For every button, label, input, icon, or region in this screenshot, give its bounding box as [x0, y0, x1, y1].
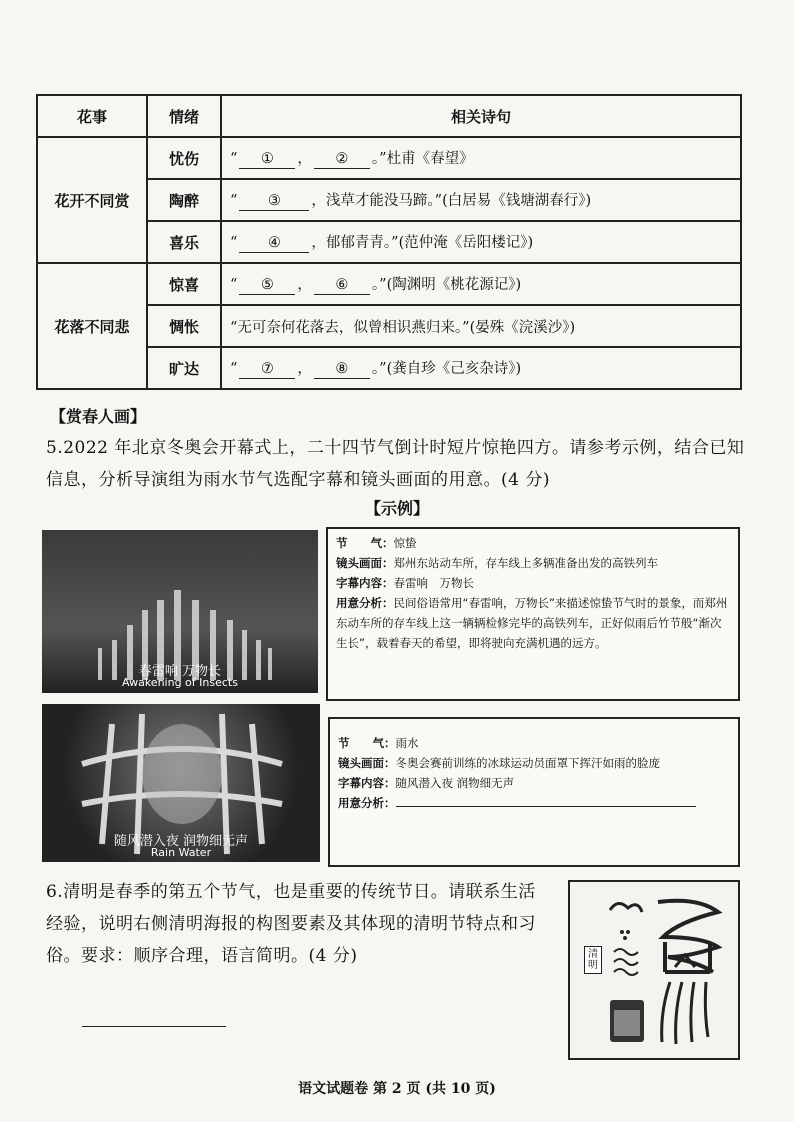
- mood-cell: 忧伤: [147, 137, 221, 179]
- info-value: 惊蛰: [393, 536, 417, 550]
- blank-8[interactable]: ⑧: [314, 360, 370, 379]
- verse-text: 。”(陶渊明《桃花源记》): [371, 277, 522, 293]
- table-row: [37, 137, 741, 179]
- blank-4[interactable]: ④: [239, 234, 309, 253]
- info-value: 冬奥会赛前训练的冰球运动员面罩下挥汗如雨的脸庞: [395, 756, 660, 770]
- category-cell: 花落不同悲: [37, 263, 147, 389]
- info-label: 镜头画面：: [338, 756, 396, 770]
- blank-5[interactable]: ⑤: [239, 276, 295, 295]
- verse-text: ，浅草才能没马蹄。”(白居易《钱塘湖春行》): [311, 193, 592, 209]
- qingming-poster: [568, 880, 740, 1060]
- info-value: 随风潜入夜 润物细无声: [395, 776, 515, 790]
- page-footer: 语文试题卷 第 2 页 (共 10 页): [298, 1081, 496, 1097]
- mood-cell: 惆怅: [147, 305, 221, 347]
- info-row: [336, 593, 730, 653]
- verse-text: 。”杜甫《春望》: [371, 151, 474, 167]
- info-label: 镜头画面：: [336, 556, 394, 570]
- verse-text: “: [230, 151, 238, 167]
- caption-en: Awakening of Insects: [122, 676, 238, 689]
- mood-cell: 旷达: [147, 347, 221, 389]
- caption-en: Rain Water: [150, 846, 212, 859]
- info-row: [336, 573, 730, 593]
- info-value: 春雷响 万物长: [393, 576, 474, 590]
- info-label: 节 气：: [336, 536, 394, 550]
- blank-1[interactable]: ①: [239, 150, 295, 169]
- info-row: [336, 533, 730, 553]
- verse-text: “: [230, 361, 238, 377]
- blank-6[interactable]: ⑥: [314, 276, 370, 295]
- table-header-row: [37, 95, 741, 137]
- verse-text: ，: [297, 277, 312, 293]
- answer-line[interactable]: [82, 1026, 226, 1027]
- caption-cn: 随风潜入夜 润物细无声: [113, 834, 249, 849]
- info-row: [338, 733, 730, 753]
- info-row: [338, 753, 730, 773]
- info-label: 字幕内容：: [336, 576, 394, 590]
- example-title: 【示例】: [364, 499, 429, 518]
- blank-7[interactable]: ⑦: [239, 360, 295, 379]
- poems-table: [36, 94, 742, 390]
- table-row: [37, 263, 741, 305]
- mood-cell: 喜乐: [147, 221, 221, 263]
- info-row: [336, 553, 730, 573]
- info-label: 字幕内容：: [338, 776, 396, 790]
- info-value: 雨水: [395, 736, 419, 750]
- example-info-box: [326, 527, 740, 701]
- header-mood: 情绪: [147, 95, 221, 137]
- verse-text: ，: [297, 361, 312, 377]
- verse-cell: “无可奈何花落去，似曾相识燕归来。”(晏殊《浣溪沙》): [221, 305, 741, 347]
- verse-cell: [221, 263, 741, 305]
- info-label: 节 气：: [338, 736, 396, 750]
- verse-text: “: [230, 277, 238, 293]
- mood-cell: 陶醉: [147, 179, 221, 221]
- info-value: 民间俗语常用“春雷响，万物长”来描述惊蛰节气时的景象，而郑州东动车所的存车线上这一辆辆检修完毕的高铁列车，正好似雨后竹节般“渐次生长”，载着春天的希望，即将驶向充满机遇的远方。: [336, 596, 728, 650]
- verse-cell: [221, 221, 741, 263]
- info-label: 用意分析：: [338, 796, 396, 810]
- question-5: 5.2022 年北京冬奥会开幕式上，二十四节气倒计时短片惊艳四方。请参考示例，结合已知信息，分析导演组为雨水节气选配字幕和镜头画面的用意。(4 分): [46, 438, 745, 490]
- verse-text: ，: [297, 151, 312, 167]
- info-row: [338, 793, 730, 813]
- verse-text: “: [230, 235, 238, 251]
- header-verses: 相关诗句: [221, 95, 741, 137]
- photo-rain-water: [42, 704, 320, 862]
- analysis-answer-line[interactable]: [396, 794, 696, 807]
- blank-3[interactable]: ③: [239, 192, 309, 211]
- verse-cell: [221, 347, 741, 389]
- header-flower: 花事: [37, 95, 147, 137]
- category-cell: 花开不同赏: [37, 137, 147, 263]
- poster-stamp: 清明: [584, 946, 602, 974]
- verse-text: ，郁郁青青。”(范仲淹《岳阳楼记》): [311, 235, 534, 251]
- mood-cell: 惊喜: [147, 263, 221, 305]
- question-info-box: [328, 717, 740, 867]
- verse-text: “: [230, 193, 238, 209]
- section-title: 【赏春人画】: [50, 407, 147, 426]
- verse-cell: [221, 137, 741, 179]
- info-label: 用意分析：: [336, 596, 394, 610]
- verse-text: 。”(龚自珍《己亥杂诗》): [371, 361, 522, 377]
- question-6: 6.清明是春季的第五个节气，也是重要的传统节日。请联系生活经验，说明右侧清明海报的构图要素及其体现的清明节特点和习俗。要求：顺序合理，语言简明。(4 分): [46, 882, 536, 966]
- blank-2[interactable]: ②: [314, 150, 370, 169]
- verse-cell: [221, 179, 741, 221]
- caption-cn: 春雷响 万物长: [138, 664, 222, 679]
- photo-awakening-of-insects: [42, 530, 318, 693]
- info-row: [338, 773, 730, 793]
- info-value: 郑州东站动车所，存车线上多辆准备出发的高铁列车: [393, 556, 658, 570]
